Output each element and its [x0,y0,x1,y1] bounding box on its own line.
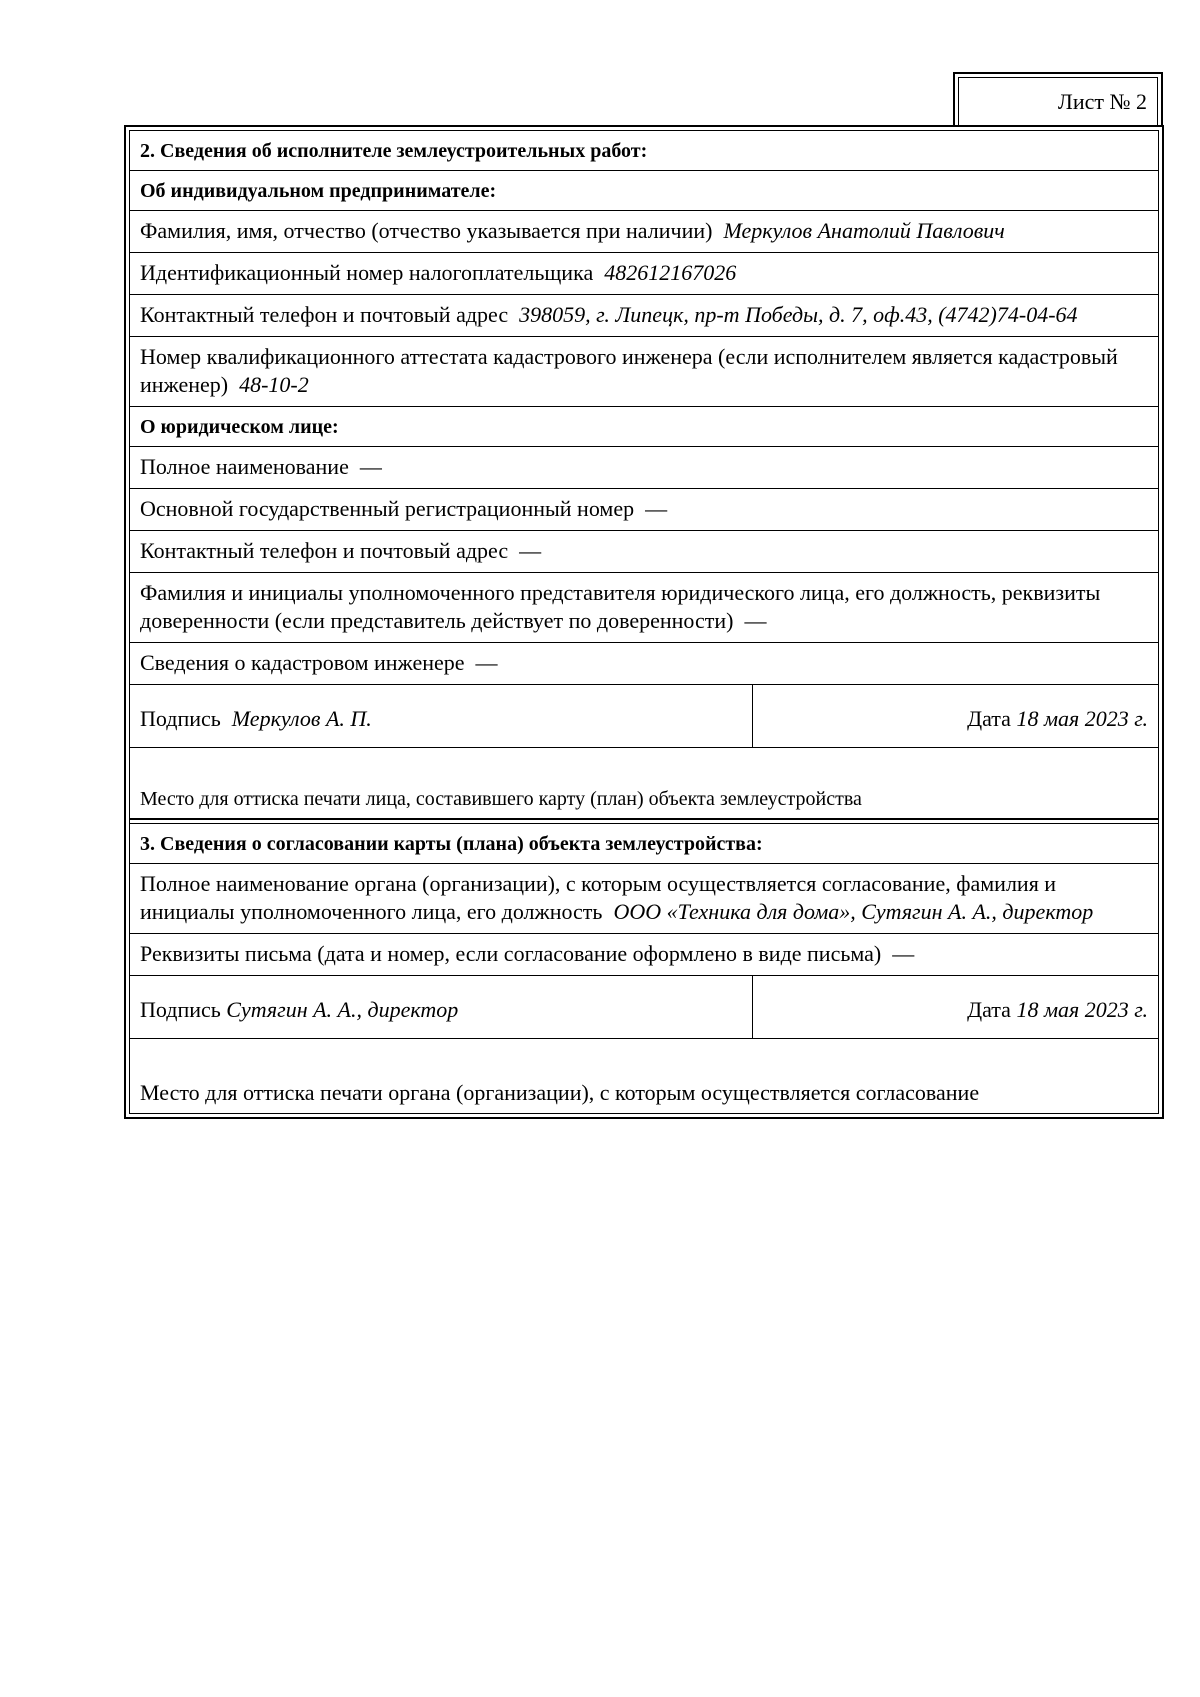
approval-signature-label: Подпись [140,997,221,1022]
legal-name-value: — [359,454,382,479]
ogrn-row [130,489,1158,531]
approval-signature-row [130,976,1158,1039]
approval-date-value: 18 мая 2023 г. [1016,997,1148,1022]
cadastral-engineer-value: — [475,650,498,675]
signature-value: Меркулов А. П. [231,706,372,731]
signature-cell [130,685,753,747]
stamp-place: Место для оттиска печати лица, составившего карту (план) объекта землеустройства [130,748,1158,820]
certificate-row [130,337,1158,407]
letter-label: Реквизиты письма (дата и номер, если согласование оформлено в виде письма) [140,941,882,966]
approval-date-cell [753,976,1158,1038]
legal-contact-value: — [519,538,542,563]
letter-value: — [892,941,915,966]
representative-row [130,573,1158,643]
approval-stamp-place: Место для оттиска печати органа (организации), с которым осуществляется согласование [140,1080,980,1105]
legal-entity-header: О юридическом лице: [130,407,1158,447]
approval-org-row [130,864,1158,934]
contact-label: Контактный телефон и почтовый адрес [140,302,509,327]
legal-contact-row [130,531,1158,573]
executor-form-inner [129,130,1159,1114]
legal-contact-label: Контактный телефон и почтовый адрес [140,538,509,563]
sheet-number-box [953,72,1163,125]
cadastral-engineer-label: Сведения о кадастровом инженере [140,650,465,675]
date-cell [753,685,1158,747]
individual-header: Об индивидуальном предпринимателе: [130,171,1158,211]
representative-label: Фамилия и инициалы уполномоченного представителя юридического лица, его должность, реквизиты доверенности (если представитель действует по доверенности) [140,580,1101,633]
approval-org-value: ООО «Техника для дома», Сутягин А. А., директор [613,899,1094,924]
section-3-block [130,823,1158,1113]
ogrn-label: Основной государственный регистрационный номер [140,496,635,521]
section-2-title: 2. Сведения об исполнителе землеустроительных работ: [130,131,1158,171]
ogrn-value: — [645,496,668,521]
certificate-label: Номер квалификационного аттестата кадастрового инженера (если исполнителем является кадастровый инженер) [140,344,1118,397]
sheet-number: Лист № 2 [958,77,1158,125]
fio-value: Меркулов Анатолий Павлович [723,218,1005,243]
fio-label: Фамилия, имя, отчество (отчество указывается при наличии) [140,218,713,243]
certificate-value: 48-10-2 [239,372,309,397]
approval-signature-value: Сутягин А. А., директор [226,997,459,1022]
representative-value: — [744,608,767,633]
fio-row [130,211,1158,253]
inn-value: 482612167026 [604,260,737,285]
executor-form [124,125,1164,1119]
date-label: Дата [967,706,1011,731]
inn-row [130,253,1158,295]
date-value: 18 мая 2023 г. [1016,706,1148,731]
cadastral-engineer-row [130,643,1158,685]
contact-row [130,295,1158,337]
signature-row [130,685,1158,748]
approval-date-label: Дата [967,997,1011,1022]
approval-org-label: Полное наименование органа (организации), с которым осуществляется согласование, фамилия и инициалы уполномоченного лица, его должность [140,871,1057,924]
section-3-title: 3. Сведения о согласовании карты (плана) объекта землеустройства: [130,824,1158,864]
signature-label: Подпись [140,706,221,731]
inn-label: Идентификационный номер налогоплательщика [140,260,594,285]
letter-row [130,934,1158,976]
contact-value: 398059, г. Липецк, пр-т Победы, д. 7, оф.43, (4742)74-04-64 [519,302,1078,327]
legal-name-row [130,447,1158,489]
legal-name-label: Полное наименование [140,454,349,479]
approval-signature-cell [130,976,753,1038]
